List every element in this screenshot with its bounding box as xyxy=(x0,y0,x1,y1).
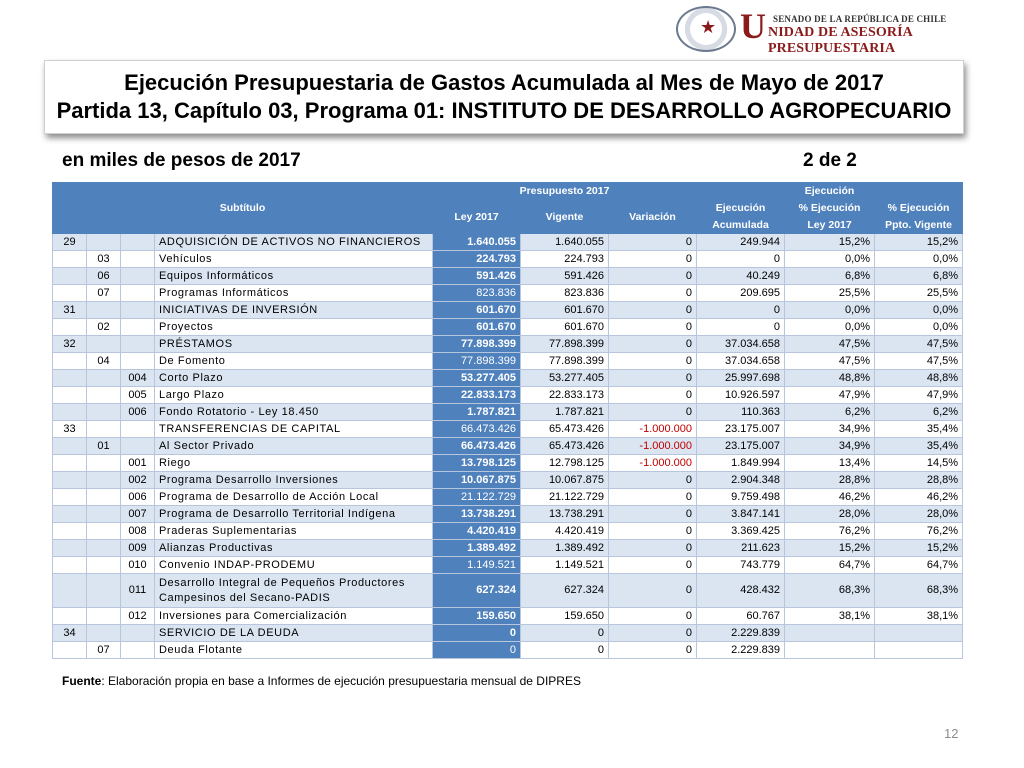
cell-vigente: 77.898.399 xyxy=(521,336,609,353)
cell-subtitulo xyxy=(53,574,87,608)
cell-asignacion xyxy=(121,421,155,438)
cell-ejecucion: 211.623 xyxy=(697,540,785,557)
cell-ley: 53.277.405 xyxy=(433,370,521,387)
cell-pct-vigente: 35,4% xyxy=(875,421,963,438)
cell-vigente: 53.277.405 xyxy=(521,370,609,387)
cell-description: De Fomento xyxy=(155,353,433,370)
budget-table-wrapper xyxy=(52,182,962,659)
table-row xyxy=(53,268,963,285)
cell-description: Programa Desarrollo Inversiones xyxy=(155,472,433,489)
cell-pct-vigente: 28,8% xyxy=(875,472,963,489)
table-row xyxy=(53,455,963,472)
cell-description: TRANSFERENCIAS DE CAPITAL xyxy=(155,421,433,438)
cell-vigente: 1.640.055 xyxy=(521,234,609,251)
cell-asignacion: 010 xyxy=(121,557,155,574)
table-row xyxy=(53,557,963,574)
table-row xyxy=(53,523,963,540)
table-row xyxy=(53,234,963,251)
table-row xyxy=(53,438,963,455)
cell-pct-ley xyxy=(785,642,875,659)
cell-asignacion xyxy=(121,302,155,319)
cell-pct-ley: 15,2% xyxy=(785,234,875,251)
cell-subtitulo: 29 xyxy=(53,234,87,251)
source-label: Fuente xyxy=(62,674,102,688)
cell-item xyxy=(87,404,121,421)
cell-item xyxy=(87,472,121,489)
cell-asignacion: 002 xyxy=(121,472,155,489)
cell-vigente: 65.473.426 xyxy=(521,438,609,455)
table-row xyxy=(53,625,963,642)
cell-pct-vigente: 47,9% xyxy=(875,387,963,404)
cell-pct-vigente: 48,8% xyxy=(875,370,963,387)
cell-ley: 159.650 xyxy=(433,608,521,625)
cell-pct-vigente: 38,1% xyxy=(875,608,963,625)
cell-vigente: 823.836 xyxy=(521,285,609,302)
cell-ejecucion: 10.926.597 xyxy=(697,387,785,404)
cell-pct-ley: 0,0% xyxy=(785,319,875,336)
cell-subtitulo xyxy=(53,642,87,659)
cell-vigente: 601.670 xyxy=(521,302,609,319)
table-row xyxy=(53,642,963,659)
table-row xyxy=(53,421,963,438)
cell-item xyxy=(87,336,121,353)
cell-vigente: 159.650 xyxy=(521,608,609,625)
table-row xyxy=(53,353,963,370)
cell-ejecucion: 2.904.348 xyxy=(697,472,785,489)
cell-item xyxy=(87,557,121,574)
cell-subtitulo: 32 xyxy=(53,336,87,353)
cell-asignacion xyxy=(121,336,155,353)
cell-pct-ley: 38,1% xyxy=(785,608,875,625)
logo-initial: U xyxy=(740,6,766,46)
header-subtitulo: Subtítulo xyxy=(53,183,433,234)
cell-asignacion xyxy=(121,438,155,455)
header-pct-ley: % Ejecución xyxy=(785,200,875,217)
cell-item: 03 xyxy=(87,251,121,268)
cell-pct-vigente: 14,5% xyxy=(875,455,963,472)
cell-ejecucion: 37.034.658 xyxy=(697,353,785,370)
cell-ley: 13.798.125 xyxy=(433,455,521,472)
cell-subtitulo: 31 xyxy=(53,302,87,319)
cell-variacion: 0 xyxy=(609,302,697,319)
cell-ejecucion: 0 xyxy=(697,319,785,336)
cell-ley: 0 xyxy=(433,625,521,642)
cell-pct-ley: 28,0% xyxy=(785,506,875,523)
table-row xyxy=(53,506,963,523)
cell-item: 06 xyxy=(87,268,121,285)
cell-ejecucion: 209.695 xyxy=(697,285,785,302)
cell-pct-ley: 64,7% xyxy=(785,557,875,574)
cell-subtitulo xyxy=(53,370,87,387)
header-ejecucion-group: Ejecución xyxy=(697,183,963,200)
cell-ley: 601.670 xyxy=(433,319,521,336)
cell-item xyxy=(87,421,121,438)
source-text: : Elaboración propia en base a Informes de ejecución presupuestaria mensual de DIPRES xyxy=(101,674,581,688)
table-row xyxy=(53,540,963,557)
header-pct-vigente-2: Ppto. Vigente xyxy=(875,217,963,234)
cell-pct-ley: 0,0% xyxy=(785,302,875,319)
cell-ejecucion: 40.249 xyxy=(697,268,785,285)
cell-pct-ley: 76,2% xyxy=(785,523,875,540)
cell-subtitulo xyxy=(53,319,87,336)
cell-pct-vigente: 15,2% xyxy=(875,540,963,557)
cell-variacion: 0 xyxy=(609,608,697,625)
cell-item xyxy=(87,370,121,387)
cell-pct-vigente xyxy=(875,625,963,642)
cell-ejecucion: 110.363 xyxy=(697,404,785,421)
senate-seal-logo xyxy=(676,6,736,52)
table-row xyxy=(53,404,963,421)
cell-vigente: 10.067.875 xyxy=(521,472,609,489)
cell-pct-ley: 34,9% xyxy=(785,421,875,438)
cell-ley: 601.670 xyxy=(433,302,521,319)
cell-item xyxy=(87,540,121,557)
cell-ley: 591.426 xyxy=(433,268,521,285)
cell-ley: 1.640.055 xyxy=(433,234,521,251)
cell-pct-vigente: 68,3% xyxy=(875,574,963,608)
cell-asignacion: 006 xyxy=(121,404,155,421)
cell-ejecucion: 25.997.698 xyxy=(697,370,785,387)
cell-subtitulo xyxy=(53,251,87,268)
cell-item xyxy=(87,506,121,523)
header-presupuesto: Presupuesto 2017 xyxy=(433,183,697,200)
cell-description: Equipos Informáticos xyxy=(155,268,433,285)
cell-variacion: 0 xyxy=(609,234,697,251)
budget-table xyxy=(52,182,963,659)
cell-pct-vigente: 6,8% xyxy=(875,268,963,285)
cell-pct-vigente: 47,5% xyxy=(875,336,963,353)
cell-asignacion xyxy=(121,642,155,659)
header-variacion: Variación xyxy=(609,200,697,234)
cell-vigente: 627.324 xyxy=(521,574,609,608)
cell-variacion: -1.000.000 xyxy=(609,455,697,472)
cell-variacion: 0 xyxy=(609,557,697,574)
cell-description: Alianzas Productivas xyxy=(155,540,433,557)
cell-pct-vigente: 28,0% xyxy=(875,506,963,523)
cell-pct-ley: 34,9% xyxy=(785,438,875,455)
cell-pct-vigente xyxy=(875,642,963,659)
cell-ejecucion: 0 xyxy=(697,302,785,319)
cell-ley: 1.149.521 xyxy=(433,557,521,574)
cell-item xyxy=(87,489,121,506)
cell-variacion: 0 xyxy=(609,506,697,523)
cell-subtitulo xyxy=(53,608,87,625)
cell-vigente: 591.426 xyxy=(521,268,609,285)
cell-description: Convenio INDAP-PRODEMU xyxy=(155,557,433,574)
cell-subtitulo xyxy=(53,523,87,540)
cell-item xyxy=(87,234,121,251)
cell-ley: 66.473.426 xyxy=(433,438,521,455)
cell-ley: 224.793 xyxy=(433,251,521,268)
cell-variacion: 0 xyxy=(609,370,697,387)
cell-subtitulo: 33 xyxy=(53,421,87,438)
cell-ejecucion: 23.175.007 xyxy=(697,438,785,455)
cell-ley: 1.389.492 xyxy=(433,540,521,557)
cell-asignacion: 001 xyxy=(121,455,155,472)
cell-ley: 21.122.729 xyxy=(433,489,521,506)
cell-ley: 823.836 xyxy=(433,285,521,302)
cell-pct-ley: 25,5% xyxy=(785,285,875,302)
table-row xyxy=(53,489,963,506)
cell-pct-ley: 68,3% xyxy=(785,574,875,608)
logo-unit-text: NIDAD DE ASESORÍA PRESUPUESTARIA xyxy=(768,25,913,56)
cell-ley: 22.833.173 xyxy=(433,387,521,404)
cell-pct-vigente: 76,2% xyxy=(875,523,963,540)
cell-pct-ley: 46,2% xyxy=(785,489,875,506)
cell-item xyxy=(87,523,121,540)
cell-pct-vigente: 35,4% xyxy=(875,438,963,455)
table-row xyxy=(53,370,963,387)
cell-description xyxy=(155,574,433,608)
cell-variacion: 0 xyxy=(609,251,697,268)
cell-variacion: 0 xyxy=(609,285,697,302)
cell-description: INICIATIVAS DE INVERSIÓN xyxy=(155,302,433,319)
cell-subtitulo xyxy=(53,489,87,506)
cell-ejecucion: 2.229.839 xyxy=(697,625,785,642)
cell-pct-ley: 47,9% xyxy=(785,387,875,404)
cell-asignacion: 009 xyxy=(121,540,155,557)
cell-variacion: 0 xyxy=(609,353,697,370)
cell-variacion: 0 xyxy=(609,387,697,404)
cell-asignacion: 008 xyxy=(121,523,155,540)
cell-ley: 66.473.426 xyxy=(433,421,521,438)
cell-variacion: 0 xyxy=(609,625,697,642)
cell-item xyxy=(87,387,121,404)
cell-description-line1: Desarrollo Integral de Pequeños Productores xyxy=(159,576,405,589)
cell-ejecucion: 37.034.658 xyxy=(697,336,785,353)
cell-ley: 10.067.875 xyxy=(433,472,521,489)
cell-pct-ley: 47,5% xyxy=(785,336,875,353)
cell-asignacion xyxy=(121,319,155,336)
cell-ley: 13.738.291 xyxy=(433,506,521,523)
cell-pct-vigente: 0,0% xyxy=(875,319,963,336)
cell-pct-vigente: 6,2% xyxy=(875,404,963,421)
cell-variacion: -1.000.000 xyxy=(609,421,697,438)
cell-pct-vigente: 15,2% xyxy=(875,234,963,251)
cell-variacion: 0 xyxy=(609,336,697,353)
cell-pct-ley: 6,8% xyxy=(785,268,875,285)
cell-vigente: 22.833.173 xyxy=(521,387,609,404)
cell-vigente: 1.149.521 xyxy=(521,557,609,574)
cell-description: Vehículos xyxy=(155,251,433,268)
cell-ejecucion: 249.944 xyxy=(697,234,785,251)
cell-variacion: 0 xyxy=(609,268,697,285)
cell-asignacion: 005 xyxy=(121,387,155,404)
cell-vigente: 77.898.399 xyxy=(521,353,609,370)
cell-pct-ley: 15,2% xyxy=(785,540,875,557)
cell-pct-ley: 47,5% xyxy=(785,353,875,370)
cell-variacion: 0 xyxy=(609,472,697,489)
cell-asignacion xyxy=(121,625,155,642)
cell-pct-ley xyxy=(785,625,875,642)
cell-subtitulo xyxy=(53,506,87,523)
cell-subtitulo xyxy=(53,268,87,285)
cell-description: PRÉSTAMOS xyxy=(155,336,433,353)
cell-ejecucion: 743.779 xyxy=(697,557,785,574)
cell-ley: 77.898.399 xyxy=(433,353,521,370)
cell-description: Programa de Desarrollo de Acción Local xyxy=(155,489,433,506)
cell-vigente: 21.122.729 xyxy=(521,489,609,506)
page-title: Ejecución Presupuestaria de Gastos Acumulada al Mes de Mayo de 2017 xyxy=(124,70,884,95)
cell-item: 02 xyxy=(87,319,121,336)
cell-subtitulo xyxy=(53,540,87,557)
cell-ejecucion: 1.849.994 xyxy=(697,455,785,472)
table-row xyxy=(53,387,963,404)
cell-asignacion: 004 xyxy=(121,370,155,387)
cell-pct-vigente: 25,5% xyxy=(875,285,963,302)
cell-pct-ley: 48,8% xyxy=(785,370,875,387)
cell-vigente: 4.420.419 xyxy=(521,523,609,540)
table-row xyxy=(53,285,963,302)
cell-ley: 1.787.821 xyxy=(433,404,521,421)
cell-ejecucion: 23.175.007 xyxy=(697,421,785,438)
cell-item xyxy=(87,574,121,608)
cell-pct-vigente: 0,0% xyxy=(875,251,963,268)
cell-vigente: 0 xyxy=(521,625,609,642)
cell-asignacion: 006 xyxy=(121,489,155,506)
cell-pct-vigente: 46,2% xyxy=(875,489,963,506)
cell-vigente: 1.389.492 xyxy=(521,540,609,557)
cell-pct-vigente: 64,7% xyxy=(875,557,963,574)
cell-item: 07 xyxy=(87,642,121,659)
cell-variacion: 0 xyxy=(609,540,697,557)
cell-item xyxy=(87,455,121,472)
cell-vigente: 65.473.426 xyxy=(521,421,609,438)
cell-variacion: 0 xyxy=(609,489,697,506)
cell-pct-ley: 28,8% xyxy=(785,472,875,489)
cell-ejecucion: 3.847.141 xyxy=(697,506,785,523)
cell-asignacion: 011 xyxy=(121,574,155,608)
cell-asignacion: 012 xyxy=(121,608,155,625)
cell-description: Corto Plazo xyxy=(155,370,433,387)
cell-subtitulo xyxy=(53,404,87,421)
cell-asignacion: 007 xyxy=(121,506,155,523)
cell-description: Largo Plazo xyxy=(155,387,433,404)
cell-pct-vigente: 0,0% xyxy=(875,302,963,319)
cell-pct-vigente: 47,5% xyxy=(875,353,963,370)
cell-ley: 77.898.399 xyxy=(433,336,521,353)
cell-subtitulo xyxy=(53,455,87,472)
cell-ejecucion: 3.369.425 xyxy=(697,523,785,540)
cell-subtitulo xyxy=(53,353,87,370)
cell-variacion: 0 xyxy=(609,319,697,336)
cell-ley: 627.324 xyxy=(433,574,521,608)
cell-ejecucion: 428.432 xyxy=(697,574,785,608)
table-row xyxy=(53,319,963,336)
header-vigente: Vigente xyxy=(521,200,609,234)
cell-subtitulo xyxy=(53,285,87,302)
cell-description: Deuda Flotante xyxy=(155,642,433,659)
cell-vigente: 1.787.821 xyxy=(521,404,609,421)
star-icon: ★ xyxy=(700,17,717,37)
cell-description: Proyectos xyxy=(155,319,433,336)
cell-variacion: 0 xyxy=(609,574,697,608)
cell-item: 01 xyxy=(87,438,121,455)
cell-ejecucion: 0 xyxy=(697,251,785,268)
cell-description: Programa de Desarrollo Territorial Indígena xyxy=(155,506,433,523)
cell-vigente: 601.670 xyxy=(521,319,609,336)
cell-ejecucion: 9.759.498 xyxy=(697,489,785,506)
header-pct-vigente: % Ejecución xyxy=(875,200,963,217)
cell-asignacion xyxy=(121,251,155,268)
cell-vigente: 12.798.125 xyxy=(521,455,609,472)
cell-item xyxy=(87,302,121,319)
page-of-label: 2 de 2 xyxy=(803,150,857,171)
cell-subtitulo xyxy=(53,438,87,455)
cell-ejecucion: 2.229.839 xyxy=(697,642,785,659)
cell-description: Riego xyxy=(155,455,433,472)
header-ejec-acum-2: Acumulada xyxy=(697,217,785,234)
table-row xyxy=(53,251,963,268)
cell-subtitulo xyxy=(53,387,87,404)
cell-description: SERVICIO DE LA DEUDA xyxy=(155,625,433,642)
cell-asignacion xyxy=(121,353,155,370)
cell-description: Al Sector Privado xyxy=(155,438,433,455)
cell-pct-ley: 13,4% xyxy=(785,455,875,472)
cell-description: Inversiones para Comercialización xyxy=(155,608,433,625)
cell-variacion: -1.000.000 xyxy=(609,438,697,455)
cell-description: ADQUISICIÓN DE ACTIVOS NO FINANCIEROS xyxy=(155,234,433,251)
page-subtitle: Partida 13, Capítulo 03, Programa 01: INSTITUTO DE DESARROLLO AGROPECUARIO xyxy=(56,98,952,123)
cell-asignacion xyxy=(121,285,155,302)
cell-vigente: 224.793 xyxy=(521,251,609,268)
header-pct-ley-2: Ley 2017 xyxy=(785,217,875,234)
logo-senate-text: SENADO DE LA REPÚBLICA DE CHILE xyxy=(773,14,947,24)
cell-item: 04 xyxy=(87,353,121,370)
cell-subtitulo xyxy=(53,557,87,574)
cell-ley: 4.420.419 xyxy=(433,523,521,540)
cell-variacion: 0 xyxy=(609,404,697,421)
table-row xyxy=(53,608,963,625)
header-ejec-acum: Ejecución xyxy=(697,200,785,217)
slide-number: 12 xyxy=(944,726,959,741)
cell-ejecucion: 60.767 xyxy=(697,608,785,625)
cell-vigente: 0 xyxy=(521,642,609,659)
cell-description: Praderas Suplementarias xyxy=(155,523,433,540)
units-label: en miles de pesos de 2017 xyxy=(62,150,301,171)
title-box xyxy=(44,60,964,134)
cell-description: Fondo Rotatorio - Ley 18.450 xyxy=(155,404,433,421)
header-ley: Ley 2017 xyxy=(433,200,521,234)
table-row xyxy=(53,336,963,353)
cell-item xyxy=(87,625,121,642)
table-row xyxy=(53,472,963,489)
cell-ley: 0 xyxy=(433,642,521,659)
cell-subtitulo: 34 xyxy=(53,625,87,642)
cell-asignacion xyxy=(121,234,155,251)
cell-item xyxy=(87,608,121,625)
cell-subtitulo xyxy=(53,472,87,489)
cell-variacion: 0 xyxy=(609,523,697,540)
cell-vigente: 13.738.291 xyxy=(521,506,609,523)
cell-description: Programas Informáticos xyxy=(155,285,433,302)
cell-asignacion xyxy=(121,268,155,285)
table-row xyxy=(53,302,963,319)
cell-pct-ley: 6,2% xyxy=(785,404,875,421)
cell-pct-ley: 0,0% xyxy=(785,251,875,268)
table-row xyxy=(53,574,963,608)
cell-item: 07 xyxy=(87,285,121,302)
source-note xyxy=(62,674,581,688)
cell-variacion: 0 xyxy=(609,642,697,659)
cell-description-line2: Campesinos del Secano-PADIS xyxy=(159,591,331,604)
